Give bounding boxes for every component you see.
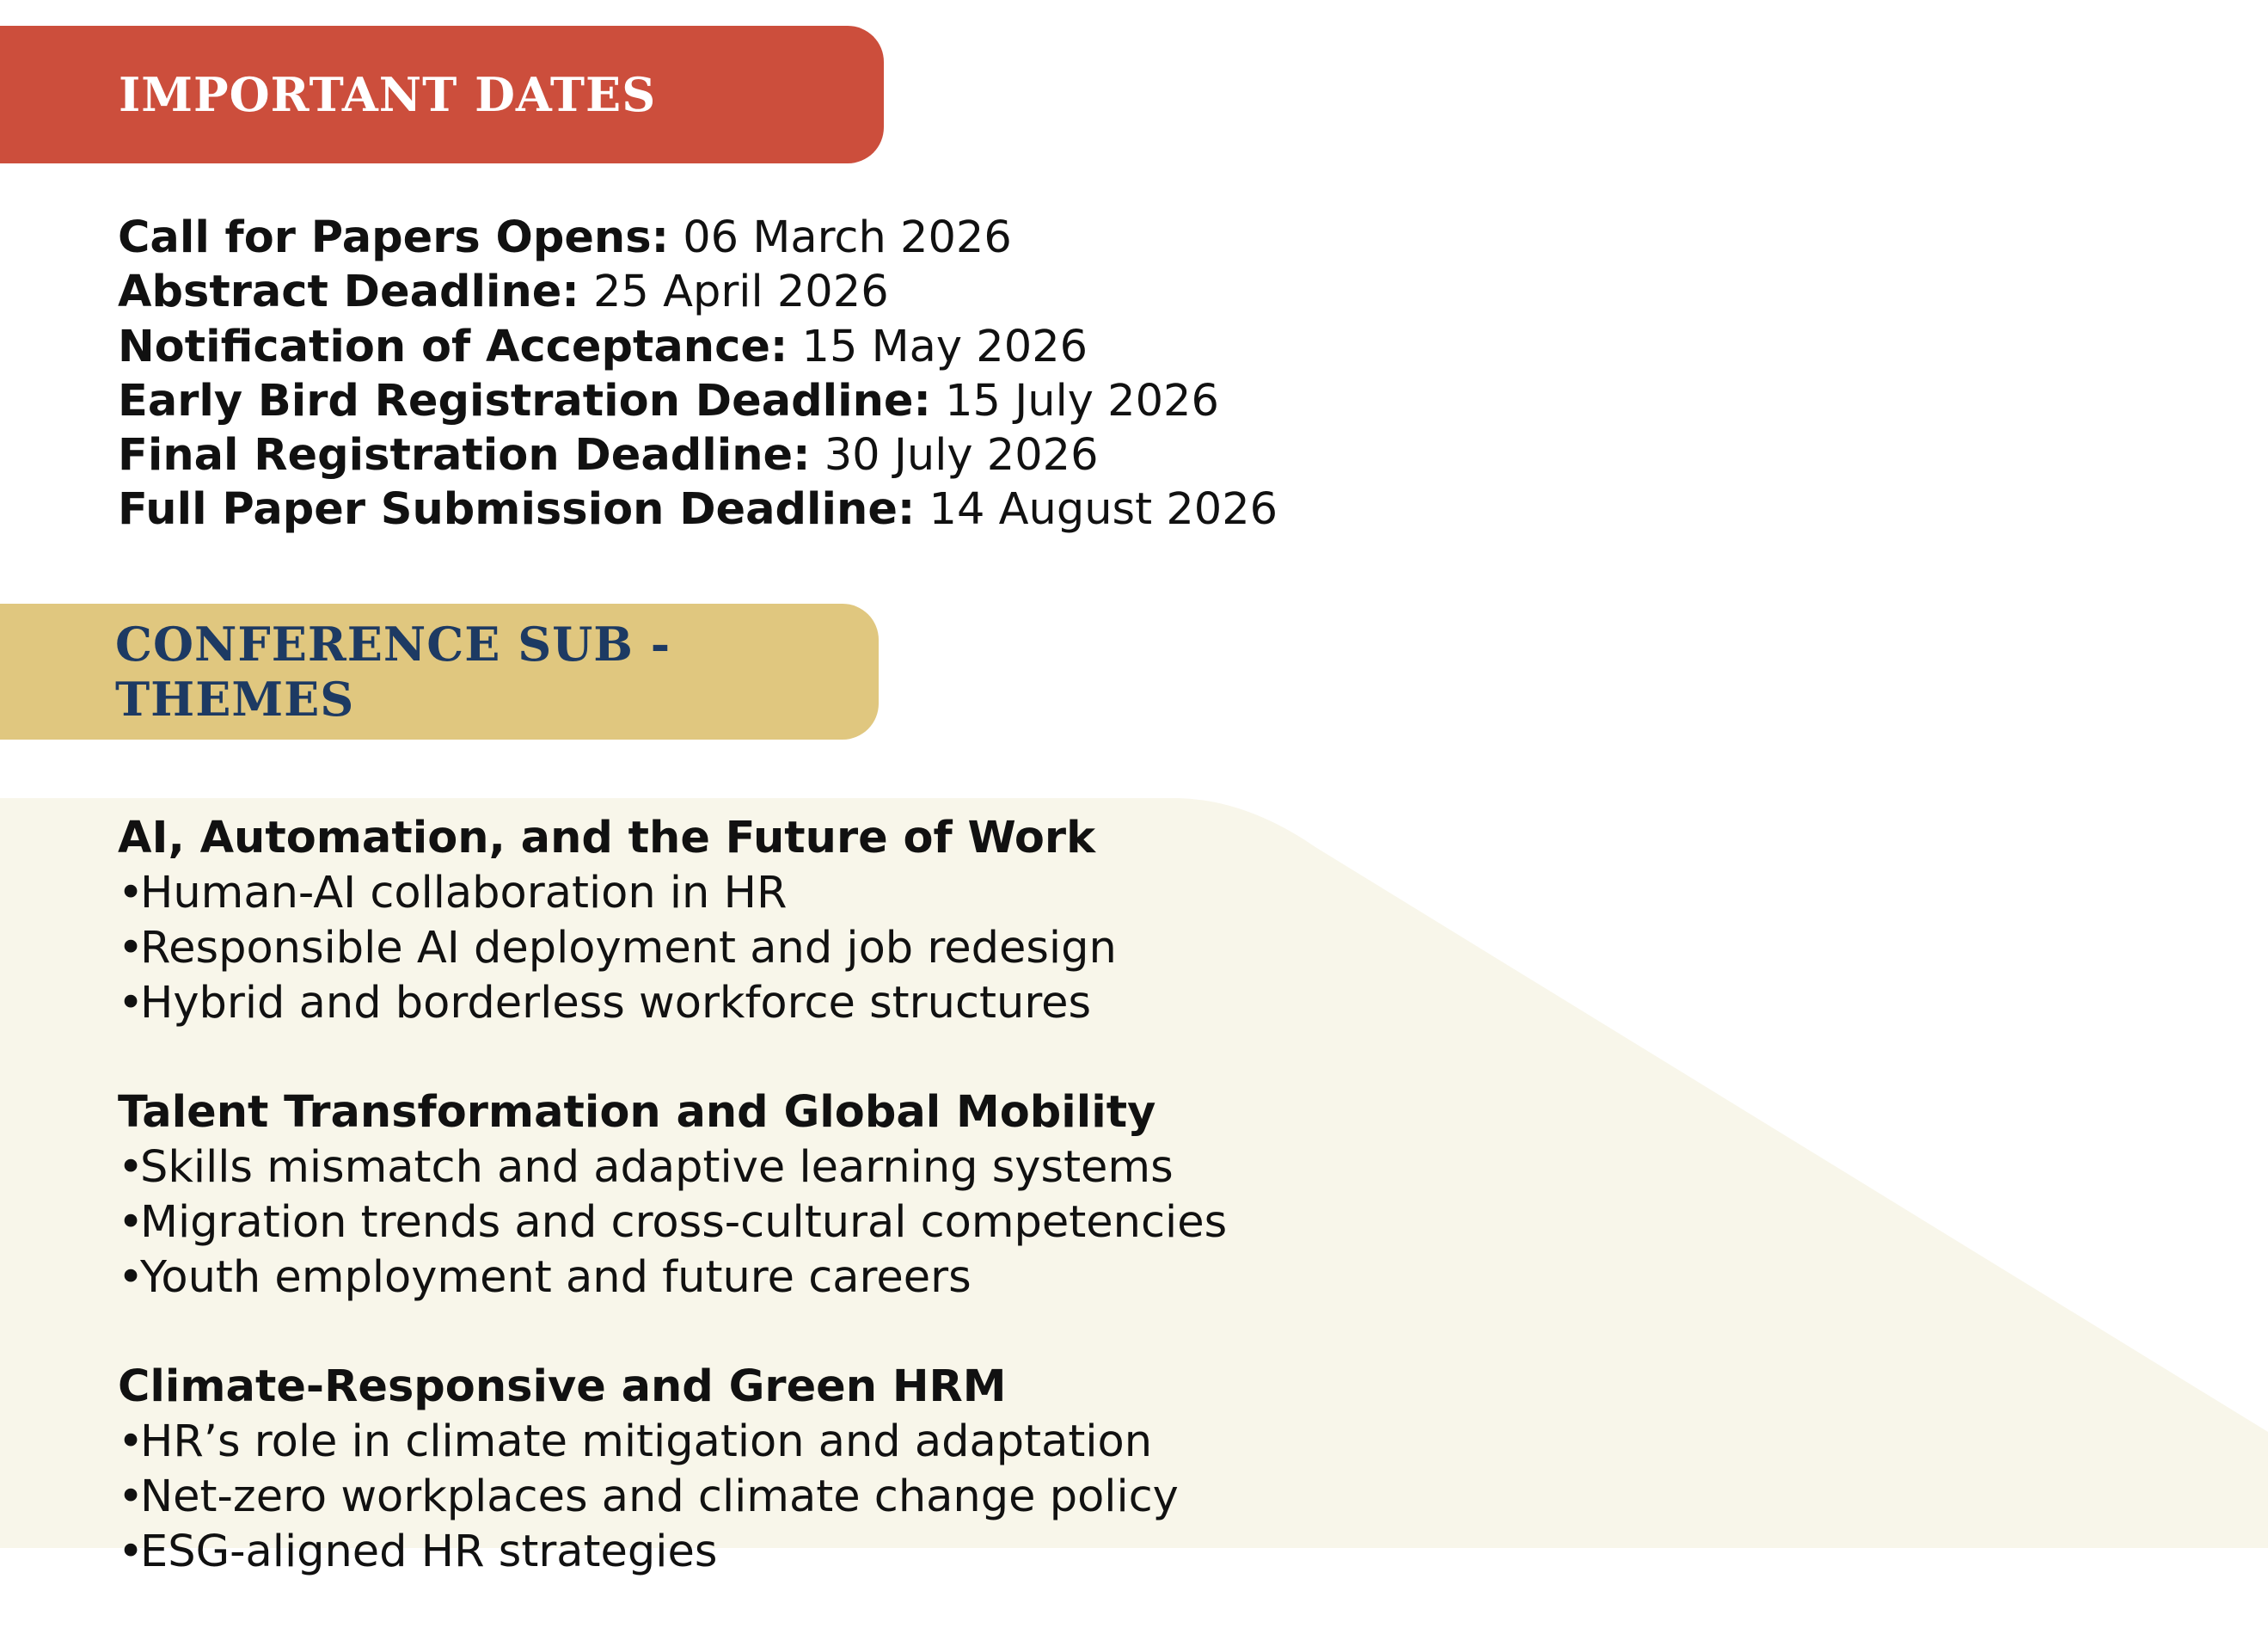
date-label: Notification of Acceptance: xyxy=(118,321,788,372)
theme-item-text: Skills mismatch and adaptive learning systems xyxy=(140,1142,1174,1193)
theme-item xyxy=(118,976,1227,1031)
bullet-icon: • xyxy=(118,978,144,1029)
theme-title: Talent Transformation and Global Mobility xyxy=(118,1087,1156,1138)
date-value: 30 July 2026 xyxy=(824,430,1099,482)
theme-item xyxy=(118,1195,1227,1250)
bullet-icon: • xyxy=(118,1252,144,1303)
theme-title: AI, Automation, and the Future of Work xyxy=(118,813,1095,863)
theme-group xyxy=(118,1085,1227,1305)
date-row xyxy=(118,211,1278,265)
date-label: Full Paper Submission Deadline: xyxy=(118,484,916,536)
date-row xyxy=(118,320,1278,374)
theme-item xyxy=(118,921,1227,976)
date-label: Call for Papers Opens: xyxy=(118,212,669,263)
theme-item-text: Youth employment and future careers xyxy=(140,1252,972,1303)
theme-item-text: Human-AI collaboration in HR xyxy=(140,868,788,918)
date-label: Abstract Deadline: xyxy=(118,267,579,318)
theme-item-text: Net-zero workplaces and climate change policy xyxy=(140,1471,1179,1522)
date-row xyxy=(118,374,1278,428)
important-dates-heading: IMPORTANT DATES xyxy=(119,67,657,122)
date-row xyxy=(118,482,1278,537)
bullet-icon: • xyxy=(118,1416,144,1467)
date-label: Final Registration Deadline: xyxy=(118,430,811,482)
theme-item xyxy=(118,1415,1227,1470)
bullet-icon: • xyxy=(118,1526,144,1577)
theme-item-text: HR’s role in climate mitigation and adaptation xyxy=(140,1416,1153,1467)
date-label: Early Bird Registration Deadline: xyxy=(118,375,931,427)
date-value: 15 May 2026 xyxy=(801,321,1088,372)
date-value: 06 March 2026 xyxy=(683,212,1012,263)
theme-item xyxy=(118,1470,1227,1525)
important-dates-banner xyxy=(0,26,884,163)
sub-themes-banner xyxy=(0,604,879,740)
bullet-icon: • xyxy=(118,1142,144,1193)
theme-group xyxy=(118,1360,1227,1580)
important-dates-list xyxy=(118,211,1278,538)
sub-themes-heading: CONFERENCE SUB - THEMES xyxy=(115,617,671,727)
date-value: 25 April 2026 xyxy=(592,267,889,318)
theme-item xyxy=(118,866,1227,921)
date-row xyxy=(118,265,1278,319)
date-value: 14 August 2026 xyxy=(929,484,1278,536)
theme-item-text: Hybrid and borderless workforce structures xyxy=(140,978,1092,1029)
theme-item xyxy=(118,1250,1227,1305)
theme-item-text: Responsible AI deployment and job redesign xyxy=(140,923,1117,974)
bullet-icon: • xyxy=(118,1197,144,1248)
bullet-icon: • xyxy=(118,923,144,974)
theme-item-text: Migration trends and cross-cultural competencies xyxy=(140,1197,1228,1248)
theme-group xyxy=(118,811,1227,1031)
theme-item xyxy=(118,1140,1227,1195)
theme-item-text: ESG-aligned HR strategies xyxy=(140,1526,718,1577)
bullet-icon: • xyxy=(118,868,144,918)
theme-title: Climate-Responsive and Green HRM xyxy=(118,1361,1007,1412)
bullet-icon: • xyxy=(118,1471,144,1522)
theme-item xyxy=(118,1525,1227,1580)
sub-themes-list xyxy=(118,811,1227,1634)
date-row xyxy=(118,428,1278,482)
date-value: 15 July 2026 xyxy=(945,375,1219,427)
